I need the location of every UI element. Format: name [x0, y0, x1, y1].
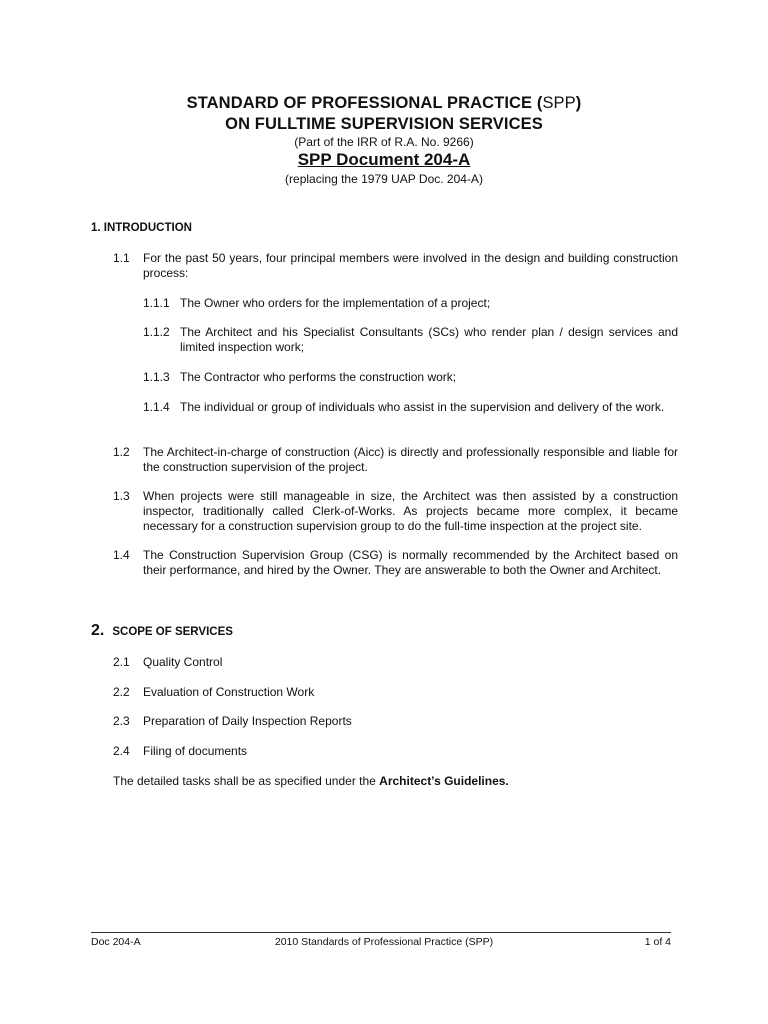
closing-paragraph: The detailed tasks shall be as specified under the Architect’s Guidelines.	[113, 774, 509, 788]
clause-2-2	[113, 685, 678, 700]
clause-number: 2.4	[113, 744, 130, 758]
clause-text: Evaluation of Construction Work	[143, 685, 315, 699]
clause-1-4	[113, 548, 678, 578]
clause-number: 1.1.2	[143, 325, 170, 339]
clause-number: 1.2	[113, 445, 130, 459]
clause-1-3	[113, 489, 678, 534]
clause-2-3	[113, 714, 678, 729]
clause-number: 1.1.4	[143, 400, 170, 414]
clause-number: 1.3	[113, 489, 130, 503]
footer-title: 2010 Standards of Professional Practice (SPP)	[274, 936, 494, 948]
clause-number: 2.2	[113, 685, 130, 699]
clause-1-1-2	[143, 325, 678, 355]
clause-2-4	[113, 744, 678, 759]
clause-text: The individual or group of individuals who assist in the supervision and delivery of the work.	[180, 400, 665, 414]
document-title-line2: ON FULLTIME SUPERVISION SERVICES	[225, 115, 543, 133]
clause-1-1	[113, 251, 678, 281]
replacing-note: (replacing the 1979 UAP Doc. 204-A)	[285, 172, 483, 186]
clause-text: Quality Control	[143, 655, 223, 669]
section-1-heading: 1. INTRODUCTION	[91, 222, 192, 234]
footer-divider	[91, 932, 671, 933]
section-2-heading	[91, 622, 233, 640]
clause-text: The Construction Supervision Group (CSG) is normally recommended by the Architect based on their performance, and hired by the Owner. They are answerable to both the Owner and Architect.	[143, 548, 678, 577]
clause-1-2	[113, 445, 678, 475]
guidelines-reference: Architect’s Guidelines.	[379, 774, 509, 788]
clause-text: The Architect and his Specialist Consultants (SCs) who render plan / design services and limited inspection work;	[180, 325, 678, 354]
clause-number: 2.3	[113, 714, 130, 728]
clause-text: Filing of documents	[143, 744, 248, 758]
footer-doc-id: Doc 204-A	[91, 936, 141, 948]
section-number: 2.	[91, 622, 105, 639]
clause-number: 1.4	[113, 548, 130, 562]
clause-text: The Owner who orders for the implementation of a project;	[180, 296, 491, 310]
clause-1-1-3	[143, 370, 678, 385]
clause-text: When projects were still manageable in size, the Architect was then assisted by a construction inspector, traditionally called Clerk-of-Works. As projects became more complex, it became necessary for a construction supervision group to do the full-time inspection at the project site.	[143, 489, 678, 533]
document-title-line1: STANDARD OF PROFESSIONAL PRACTICE (SPP)	[186, 94, 582, 112]
clause-text: The Architect-in-charge of construction (Aicc) is directly and professionally responsible and liable for the construction supervision of the project.	[143, 445, 678, 474]
clause-1-1-4	[143, 400, 678, 415]
section-title: SCOPE OF SERVICES	[112, 626, 233, 638]
clause-1-1-1	[143, 296, 678, 311]
clause-text: The Contractor who performs the construction work;	[180, 370, 457, 384]
clause-number: 1.1	[113, 251, 130, 265]
clause-text: Preparation of Daily Inspection Reports	[143, 714, 352, 728]
clause-number: 1.1.3	[143, 370, 170, 384]
clause-2-1	[113, 655, 678, 670]
document-subtitle: (Part of the IRR of R.A. No. 9266)	[294, 135, 474, 149]
clause-number: 2.1	[113, 655, 130, 669]
clause-number: 1.1.1	[143, 296, 170, 310]
clause-text: For the past 50 years, four principal members were involved in the design and building construction process:	[143, 251, 678, 280]
footer-page-number: 1 of 4	[644, 936, 671, 948]
spp-document-title: SPP Document 204-A	[297, 150, 471, 169]
